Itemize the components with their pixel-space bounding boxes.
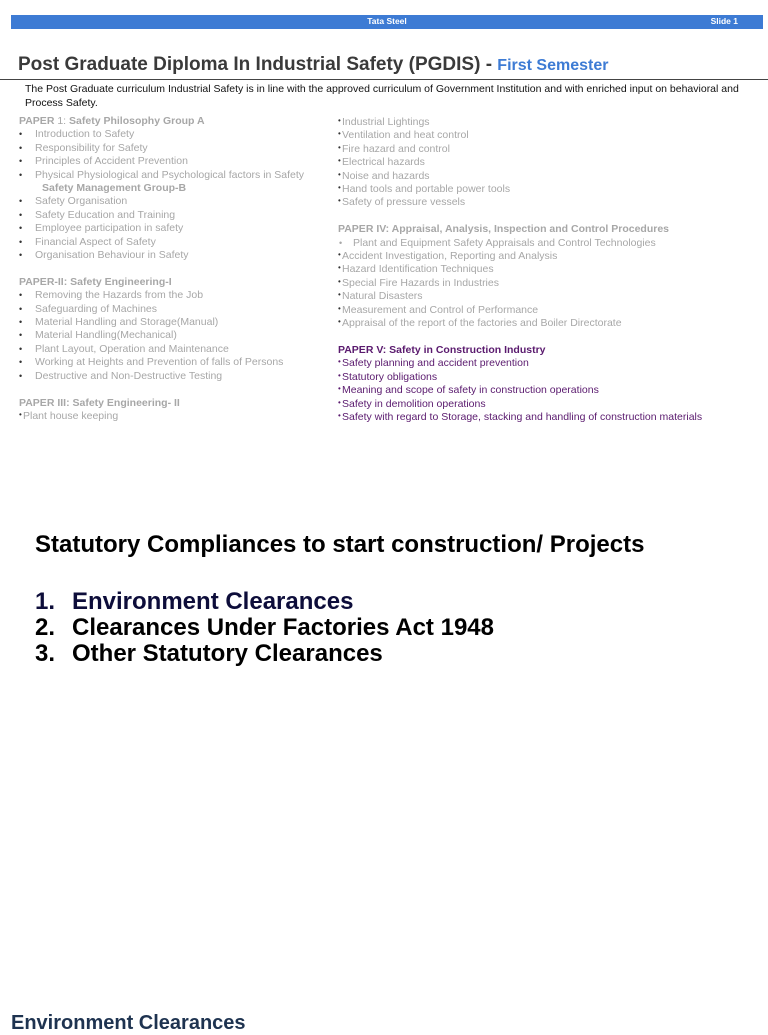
title-semester: First Semester	[497, 57, 609, 74]
list-item: • Plant house keeping	[19, 410, 304, 423]
list-item: • Hand tools and portable power tools	[338, 183, 702, 196]
paper5-section	[338, 344, 702, 424]
item-number: 1.	[35, 588, 56, 615]
list-item: • Safety in demolition operations	[338, 398, 702, 411]
next-section-heading: Environment Clearances	[11, 1012, 246, 1034]
list-item: • Plant and Equipment Safety Appraisals and Control Technologies	[338, 237, 702, 250]
title-main: Post Graduate Diploma In Industrial Safety (PGDIS) -	[18, 54, 498, 75]
intro-text: The Post Graduate curriculum Industrial Safety is in line with the approved curriculum of Government Institution and with enriched input on behavioral and Process Safety.	[25, 83, 739, 109]
slide-number: Slide 1	[710, 16, 738, 26]
curriculum-right-column	[338, 116, 702, 424]
slide-header-bar	[11, 15, 763, 29]
list-item: • Material Handling and Storage(Manual)	[19, 316, 304, 329]
list-item: • Employee participation in safety	[19, 222, 304, 235]
list-item: • Industrial Lightings	[338, 116, 702, 129]
list-item: • Appraisal of the report of the factories and Boiler Directorate	[338, 317, 702, 330]
list-item: • Statutory obligations	[338, 371, 702, 384]
list-item: • Safety Organisation	[19, 195, 304, 208]
list-item: • Responsibility for Safety	[19, 142, 304, 155]
list-item: • Safety Education and Training	[19, 209, 304, 222]
list-item: • Removing the Hazards from the Job	[19, 289, 304, 302]
paper2-heading: PAPER-II: Safety Engineering-I	[19, 275, 172, 288]
list-item: • Physical Physiological and Psychological factors in Safety	[19, 169, 304, 182]
list-item: • Plant Layout, Operation and Maintenance	[19, 343, 304, 356]
paper3-heading: PAPER III: Safety Engineering- II	[19, 396, 180, 409]
item-label: Environment Clearances	[72, 588, 354, 615]
list-item: • Hazard Identification Techniques	[338, 263, 702, 276]
company-name: Tata Steel	[367, 16, 407, 26]
page-title	[18, 54, 608, 76]
statutory-list	[35, 589, 494, 667]
list-item: • Measurement and Control of Performance	[338, 304, 702, 317]
list-item: • Special Fire Hazards in Industries	[338, 277, 702, 290]
statutory-heading: Statutory Compliances to start construction/ Projects	[35, 531, 645, 558]
paper1-heading: PAPER 1: Safety Philosophy Group A	[19, 115, 205, 127]
list-item: • Safety planning and accident prevention	[338, 357, 702, 370]
group-b-heading: Safety Management Group-B	[42, 182, 187, 195]
list-item: • Ventilation and heat control	[338, 129, 702, 142]
item-label: Clearances Under Factories Act 1948	[72, 614, 494, 641]
list-item: • Meaning and scope of safety in construction operations	[338, 384, 702, 397]
list-item: • Principles of Accident Prevention	[19, 155, 304, 168]
list-item: • Material Handling(Mechanical)	[19, 329, 304, 342]
list-item: • Safety with regard to Storage, stacking and handling of construction materials	[338, 411, 702, 424]
list-item: • Organisation Behaviour in Safety	[19, 249, 304, 262]
item-number: 3.	[35, 640, 56, 667]
list-item	[35, 641, 494, 667]
list-item: • Natural Disasters	[338, 290, 702, 303]
list-item: • Accident Investigation, Reporting and Analysis	[338, 250, 702, 263]
list-item: • Introduction to Safety	[19, 128, 304, 141]
paper5-heading: PAPER V: Safety in Construction Industry	[338, 343, 546, 356]
title-divider	[0, 79, 768, 80]
list-item	[35, 589, 494, 615]
list-item: • Safety of pressure vessels	[338, 196, 702, 209]
item-label: Other Statutory Clearances	[72, 640, 383, 667]
curriculum-left-column	[19, 115, 304, 423]
list-item: • Safeguarding of Machines	[19, 303, 304, 316]
list-item: • Destructive and Non-Destructive Testing	[19, 370, 304, 383]
list-item: • Financial Aspect of Safety	[19, 236, 304, 249]
list-item: • Fire hazard and control	[338, 143, 702, 156]
paper4-heading: PAPER IV: Appraisal, Analysis, Inspection and Control Procedures	[338, 223, 670, 236]
item-number: 2.	[35, 614, 56, 641]
list-item	[35, 615, 494, 641]
list-item: • Electrical hazards	[338, 156, 702, 169]
list-item: • Working at Heights and Prevention of falls of Persons	[19, 356, 304, 369]
list-item: • Noise and hazards	[338, 170, 702, 183]
